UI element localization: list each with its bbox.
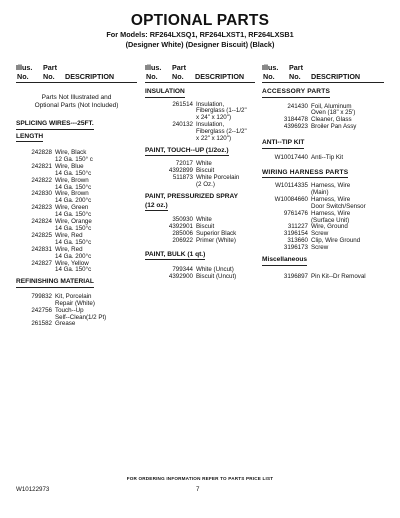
part-description	[55, 164, 135, 178]
illus-no-header: No.	[263, 72, 275, 81]
part-number: 799832	[31, 292, 52, 300]
splicing-wires-list	[16, 150, 137, 274]
description-line: Wire, Green	[55, 204, 89, 212]
description-line: Clip, Wire Ground	[311, 237, 361, 245]
part-number: 261582	[31, 320, 52, 328]
description-line: Foil, Aluminum	[311, 102, 352, 110]
description-line: Wire, Red	[55, 231, 83, 239]
part-number: 311227	[287, 223, 308, 231]
part-row	[16, 191, 137, 205]
model-colors: (Designer White) (Designer Biscuit) (Black)	[125, 40, 275, 49]
bulk-paint-list	[145, 267, 255, 281]
insulation-list	[145, 102, 255, 143]
description-line: 14 Ga. 150°c	[55, 224, 92, 232]
part-row	[262, 197, 384, 211]
part-number: 4392899	[168, 167, 193, 175]
part-description	[311, 245, 383, 252]
antitip-list	[262, 155, 384, 162]
part-description	[311, 124, 383, 131]
column-2	[145, 88, 255, 281]
part-row	[16, 308, 137, 322]
description-line: 12 Ga. 150° c	[55, 155, 93, 163]
part-number: 4392900	[168, 273, 193, 281]
part-number: 242827	[31, 259, 52, 267]
part-row	[16, 233, 137, 247]
accessory-list	[262, 104, 384, 132]
spray-paint-list	[145, 217, 255, 245]
description-line: Biscuit	[196, 222, 215, 230]
part-description	[55, 233, 135, 247]
page-title: OPTIONAL PARTS	[130, 12, 270, 29]
part-number: 242756	[31, 306, 52, 314]
part-number: 242823	[31, 204, 52, 212]
description-line: (2 Oz.)	[196, 181, 215, 189]
description-line: Broiler Pan Assy	[311, 123, 357, 131]
description-header: DESCRIPTION	[195, 72, 245, 81]
part-row	[262, 155, 384, 162]
touchup-section-title: PAINT, TOUCH--UP (1/2oz.)	[145, 147, 229, 157]
description-line: Biscuit	[196, 167, 215, 175]
description-header: DESCRIPTION	[65, 72, 115, 81]
part-number: 9761476	[283, 209, 308, 217]
not-illustrated-note: Parts Not Illustrated and Optional Parts (Not Included)	[34, 94, 119, 109]
header-rule-1	[16, 82, 137, 83]
part-row	[145, 274, 255, 281]
part-number: 3196154	[283, 230, 308, 238]
description-line: x 24" x 120")	[196, 114, 232, 122]
part-description	[196, 175, 254, 189]
part-row	[262, 245, 384, 252]
part-number: 242821	[31, 162, 52, 170]
illus-no-header: No.	[17, 72, 29, 81]
description-line: 14 Ga. 150°c	[55, 211, 92, 219]
part-description	[311, 197, 383, 211]
description-line: Wire, Black	[55, 149, 87, 156]
part-no-header: No.	[43, 72, 55, 81]
description-line: White (Uncut)	[196, 266, 234, 274]
part-number: 3196897	[283, 272, 308, 280]
part-number: 261514	[172, 100, 193, 108]
description-line: Wire, Yellow	[55, 259, 89, 267]
part-description	[55, 308, 135, 322]
description-line: Primer (White)	[196, 236, 236, 244]
description-line: White	[196, 160, 212, 168]
part-description	[196, 122, 254, 143]
part-number: 242830	[31, 190, 52, 198]
description-line: Wire, Brown	[55, 176, 89, 184]
part-row	[16, 178, 137, 192]
part-number: 350930	[172, 216, 193, 224]
part-number: 313660	[287, 237, 308, 245]
part-description	[311, 274, 383, 281]
part-description	[55, 247, 135, 261]
part-row	[16, 247, 137, 261]
description-line: Wire, Brown	[55, 190, 89, 198]
part-number: 72017	[175, 160, 193, 168]
part-header: Part	[172, 63, 186, 72]
description-line: Harness, Wire	[311, 209, 351, 217]
description-line: Grease	[55, 320, 76, 328]
part-description	[55, 205, 135, 219]
description-line: Harness, Wire	[311, 195, 351, 203]
accessory-section-title: ACCESSORY PARTS	[262, 88, 330, 98]
part-number: 242824	[31, 218, 52, 226]
part-number: 285006	[172, 229, 193, 237]
part-row	[16, 219, 137, 233]
description-line: Repair (White)	[55, 299, 95, 307]
part-header: Part	[43, 63, 57, 72]
part-number: 242822	[31, 176, 52, 184]
part-row	[145, 238, 255, 245]
description-line: Self--Clean(1/2 Pt)	[55, 313, 107, 321]
part-row	[145, 122, 255, 143]
model-list: For Models: RF264LXSQ1, RF264LXST1, RF264LXSB1	[106, 30, 294, 39]
misc-list	[262, 274, 384, 281]
part-row	[262, 104, 384, 118]
part-number: W10017440	[274, 153, 308, 161]
description-line: Screw	[311, 230, 329, 238]
description-line: Fiberglass (2--1/2"	[196, 128, 247, 136]
description-line: Wire, Red	[55, 245, 83, 253]
insulation-section-title: INSULATION	[145, 88, 185, 98]
part-description	[55, 321, 135, 328]
description-line: Cleaner, Glass	[311, 116, 352, 124]
ordering-footer: FOR ORDERING INFORMATION REFER TO PARTS PRICE LIST	[126, 476, 274, 481]
illus-header: Illus.	[16, 63, 33, 72]
description-line: Oven (18" x 25')	[311, 109, 356, 117]
part-row	[262, 211, 384, 225]
description-line: Superior Black	[196, 229, 237, 237]
splicing-section-title: SPLICING WIRES---25FT.	[16, 120, 94, 130]
description-line: Fiberglass (1--1/2"	[196, 107, 247, 115]
description-line: Insulation,	[196, 100, 225, 108]
refinishing-list	[16, 294, 137, 329]
part-no-header: No.	[172, 72, 184, 81]
part-row	[145, 175, 255, 189]
description-line: Harness, Wire	[311, 182, 351, 190]
part-number: 4392901	[168, 222, 193, 230]
description-line: Pin Kit--Dr Removal	[311, 272, 366, 280]
part-row	[16, 164, 137, 178]
part-number: 242825	[31, 231, 52, 239]
bulk-section-title: PAINT, BULK (1 qt.)	[145, 251, 205, 261]
misc-section-title: Miscellaneous	[262, 256, 307, 266]
part-header: Part	[289, 63, 303, 72]
illus-header: Illus.	[262, 63, 279, 72]
description-header: DESCRIPTION	[311, 72, 361, 81]
description-line: Wire, Blue	[55, 162, 84, 170]
part-number: 206922	[172, 236, 193, 244]
description-line: Insulation,	[196, 121, 225, 129]
illus-no-header: No.	[146, 72, 158, 81]
part-number: 4396923	[283, 123, 308, 131]
part-description	[311, 155, 383, 162]
part-description	[55, 219, 135, 233]
part-number: W10114335	[275, 182, 308, 190]
description-line: Door Switch/Sensor	[311, 202, 366, 210]
part-description	[55, 294, 135, 308]
part-row	[16, 294, 137, 308]
description-line: Wire, Ground	[311, 223, 348, 231]
description-line: Kit, Porcelain	[55, 292, 92, 300]
part-row	[262, 183, 384, 197]
part-description	[55, 178, 135, 192]
description-line: 14 Ga. 150°c	[55, 183, 92, 191]
part-description	[196, 238, 254, 245]
part-description	[311, 104, 383, 118]
harness-list	[262, 183, 384, 252]
description-line: Touch--Up	[55, 306, 84, 314]
part-row	[262, 124, 384, 131]
description-line: Biscuit (Uncut)	[196, 273, 237, 281]
header-rule-3	[262, 82, 384, 83]
part-description	[55, 261, 135, 275]
part-description	[311, 211, 383, 225]
part-number: 241430	[287, 102, 308, 110]
description-line: Screw	[311, 244, 329, 252]
description-line: (Surface Unit)	[311, 216, 350, 224]
description-line: White Porcelain	[196, 174, 240, 182]
part-description	[196, 274, 254, 281]
description-line: (Main)	[311, 188, 329, 196]
part-description	[196, 102, 254, 123]
antitip-section-title: ANTI--TIP KIT	[262, 139, 304, 149]
column-1	[16, 88, 137, 328]
part-number: 799344	[172, 266, 193, 274]
part-number: W10084660	[274, 195, 308, 203]
document-number: W10122973	[16, 486, 50, 493]
part-number: 511873	[172, 174, 193, 182]
header-rule-2	[145, 82, 255, 83]
spray-section-title: PAINT, PRESSURIZED SPRAY	[145, 193, 239, 201]
part-description	[55, 150, 135, 164]
part-number: 240132	[172, 121, 193, 129]
description-line: 14 Ga. 200°c	[55, 252, 92, 260]
refinishing-section-title: REFINISHING MATERIAL	[16, 278, 94, 288]
description-line: 14 Ga. 200°c	[55, 197, 92, 205]
splicing-section-title-2: LENGTH	[16, 133, 43, 143]
part-row	[262, 274, 384, 281]
description-line: 14 Ga. 150°c	[55, 169, 92, 177]
description-line: White	[196, 216, 212, 224]
part-number: 242828	[31, 149, 52, 156]
part-description	[311, 183, 383, 197]
part-description	[55, 191, 135, 205]
part-row	[16, 150, 137, 164]
part-no-header: No.	[289, 72, 301, 81]
description-line: 14 Ga. 150°c	[55, 238, 92, 246]
part-number: 242831	[31, 245, 52, 253]
description-line: 14 Ga. 150°c	[55, 266, 92, 274]
description-line: Wire, Orange	[55, 218, 92, 226]
harness-section-title: WIRING HARNESS PARTS	[262, 169, 348, 179]
part-row	[145, 102, 255, 123]
spray-section-title-2: (12 oz.)	[145, 202, 168, 212]
column-3	[262, 88, 384, 281]
description-line: x 22" x 120")	[196, 135, 232, 143]
part-row	[16, 205, 137, 219]
part-row	[16, 261, 137, 275]
description-line: Anti--Tip Kit	[311, 153, 344, 161]
page-number: 7	[196, 486, 200, 493]
part-row	[16, 321, 137, 328]
touchup-list	[145, 161, 255, 189]
illus-header: Illus.	[145, 63, 162, 72]
part-number: 3196173	[283, 244, 308, 252]
part-number: 3184478	[283, 116, 308, 124]
